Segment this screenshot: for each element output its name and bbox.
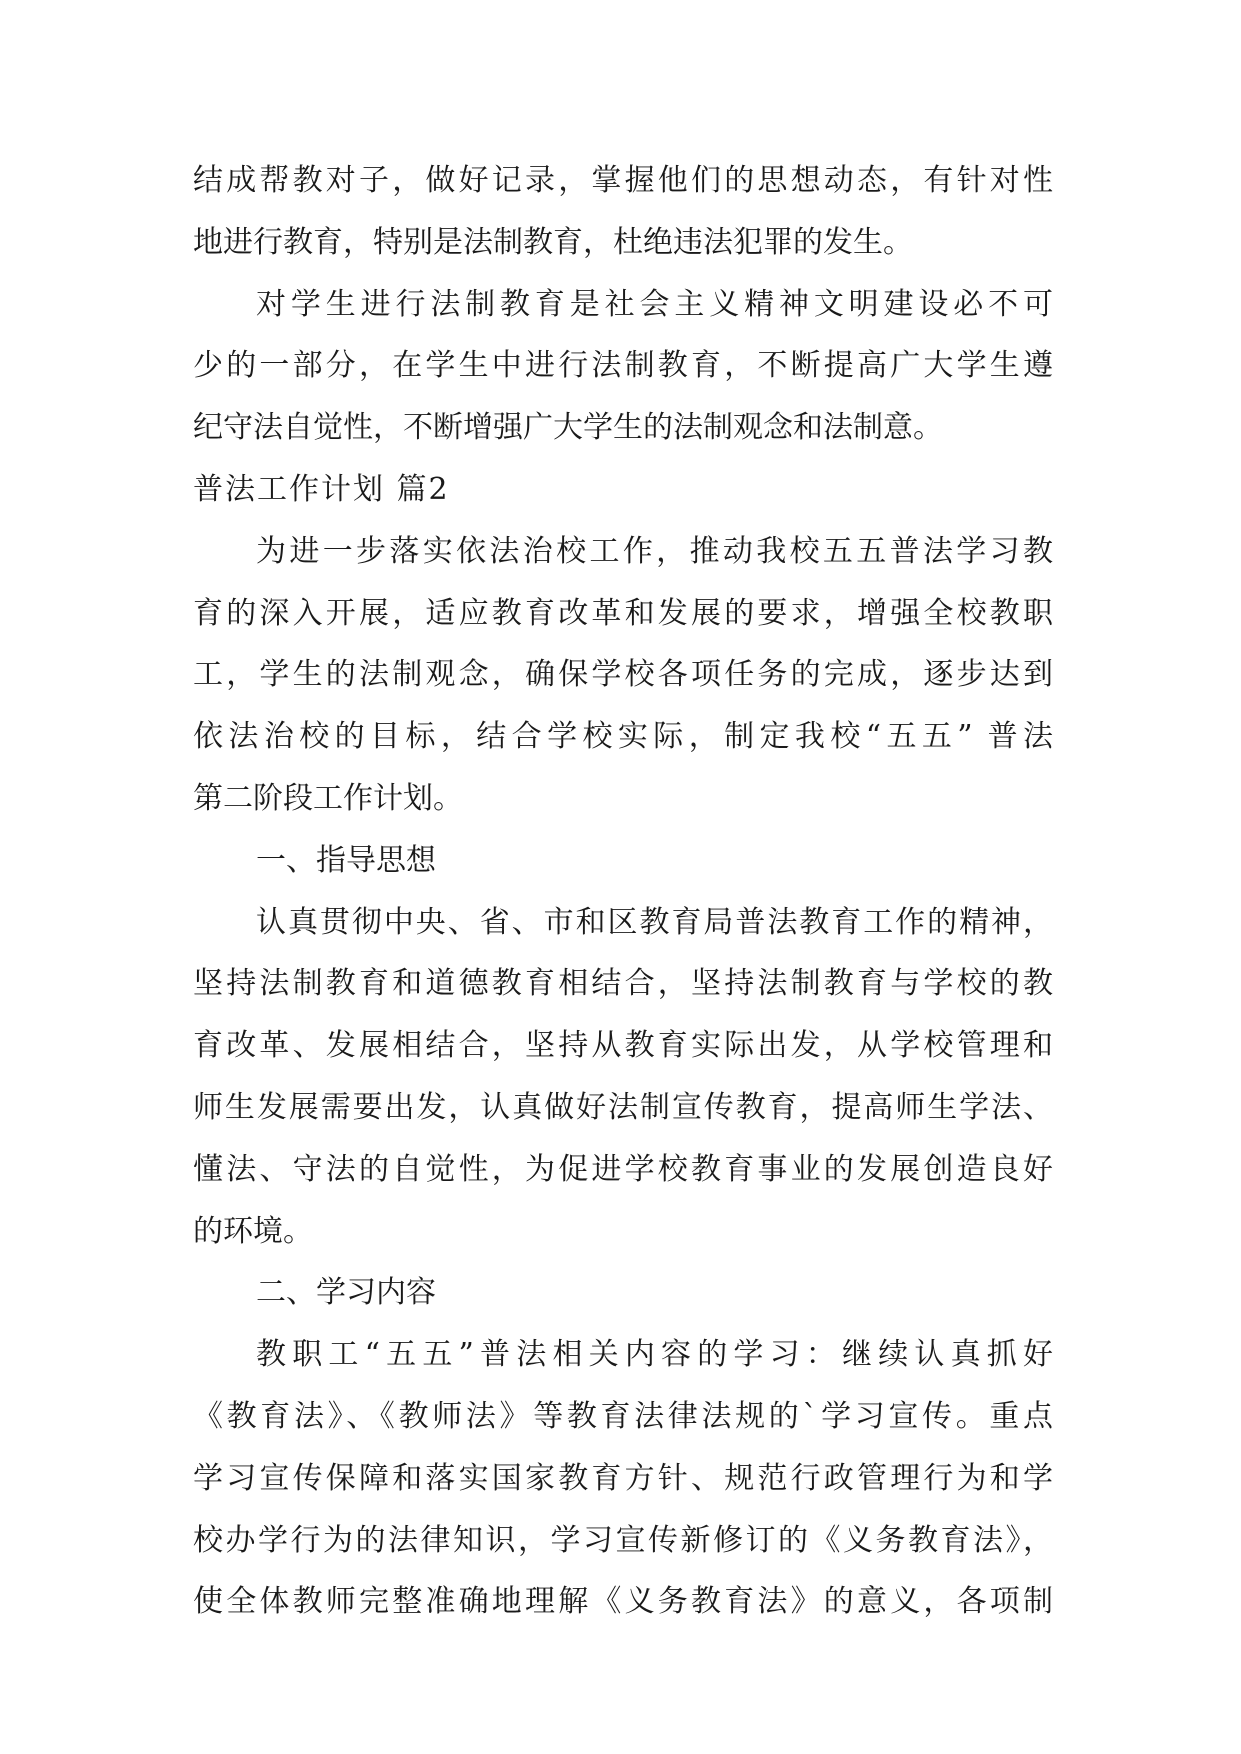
- paragraph-line: 师生发展需要出发，认真做好法制宣传教育，提高师生学法、: [193, 1089, 1053, 1125]
- paragraph-line: 学习宣传保障和落实国家教育方针、规范行政管理行为和学: [193, 1460, 1053, 1496]
- paragraph-line: 《教育法》、《教师法》等教育法律法规的`学习宣传。重点: [193, 1398, 1053, 1434]
- paragraph-line: 懂法、守法的自觉性，为促进学校教育事业的发展创造良好: [193, 1151, 1053, 1187]
- paragraph-line: 对学生进行法制教育是社会主义精神文明建设必不可: [256, 286, 1053, 322]
- paragraph-line: 结成帮教对子，做好记录，掌握他们的思想动态，有针对性: [193, 163, 1053, 198]
- paragraph-line: 少的一部分，在学生中进行法制教育，不断提高广大学生遵: [193, 348, 1053, 384]
- paragraph-line: 育改革、发展相结合，坚持从教育实际出发，从学校管理和: [193, 1028, 1053, 1064]
- section-title: 普法工作计划 篇2: [193, 471, 450, 507]
- paragraph-line: 认真贯彻中央、省、市和区教育局普法教育工作的精神，: [256, 904, 1053, 940]
- paragraph-line: 为进一步落实依法治校工作，推动我校五五普法学习教: [256, 533, 1053, 569]
- paragraph-line: 育的深入开展，适应教育改革和发展的要求，增强全校教职: [193, 595, 1053, 631]
- paragraph-line: 依法治校的目标，结合学校实际，制定我校“五五” 普法: [193, 719, 1053, 755]
- paragraph-line: 的环境。: [193, 1213, 313, 1249]
- section-heading: 二、学习内容: [256, 1275, 436, 1311]
- paragraph-line: 教职工“五五”普法相关内容的学习：继续认真抓好: [256, 1337, 1053, 1373]
- paragraph-line: 坚持法制教育和道德教育相结合，坚持法制教育与学校的教: [193, 966, 1053, 1002]
- section-heading: 一、指导思想: [256, 842, 436, 878]
- paragraph-line: 地进行教育，特别是法制教育，杜绝违法犯罪的发生。: [193, 224, 913, 260]
- document-body: [193, 150, 1053, 1633]
- paragraph-line: 纪守法自觉性，不断增强广大学生的法制观念和法制意。: [193, 410, 943, 446]
- paragraph-line: 使全体教师完整准确地理解《义务教育法》的意义，各项制: [193, 1584, 1053, 1620]
- paragraph-line: 工，学生的法制观念，确保学校各项任务的完成，逐步达到: [193, 657, 1053, 693]
- paragraph-line: 第二阶段工作计划。: [193, 780, 463, 816]
- paragraph-line: 校办学行为的法律知识，学习宣传新修订的《义务教育法》，: [193, 1522, 1053, 1558]
